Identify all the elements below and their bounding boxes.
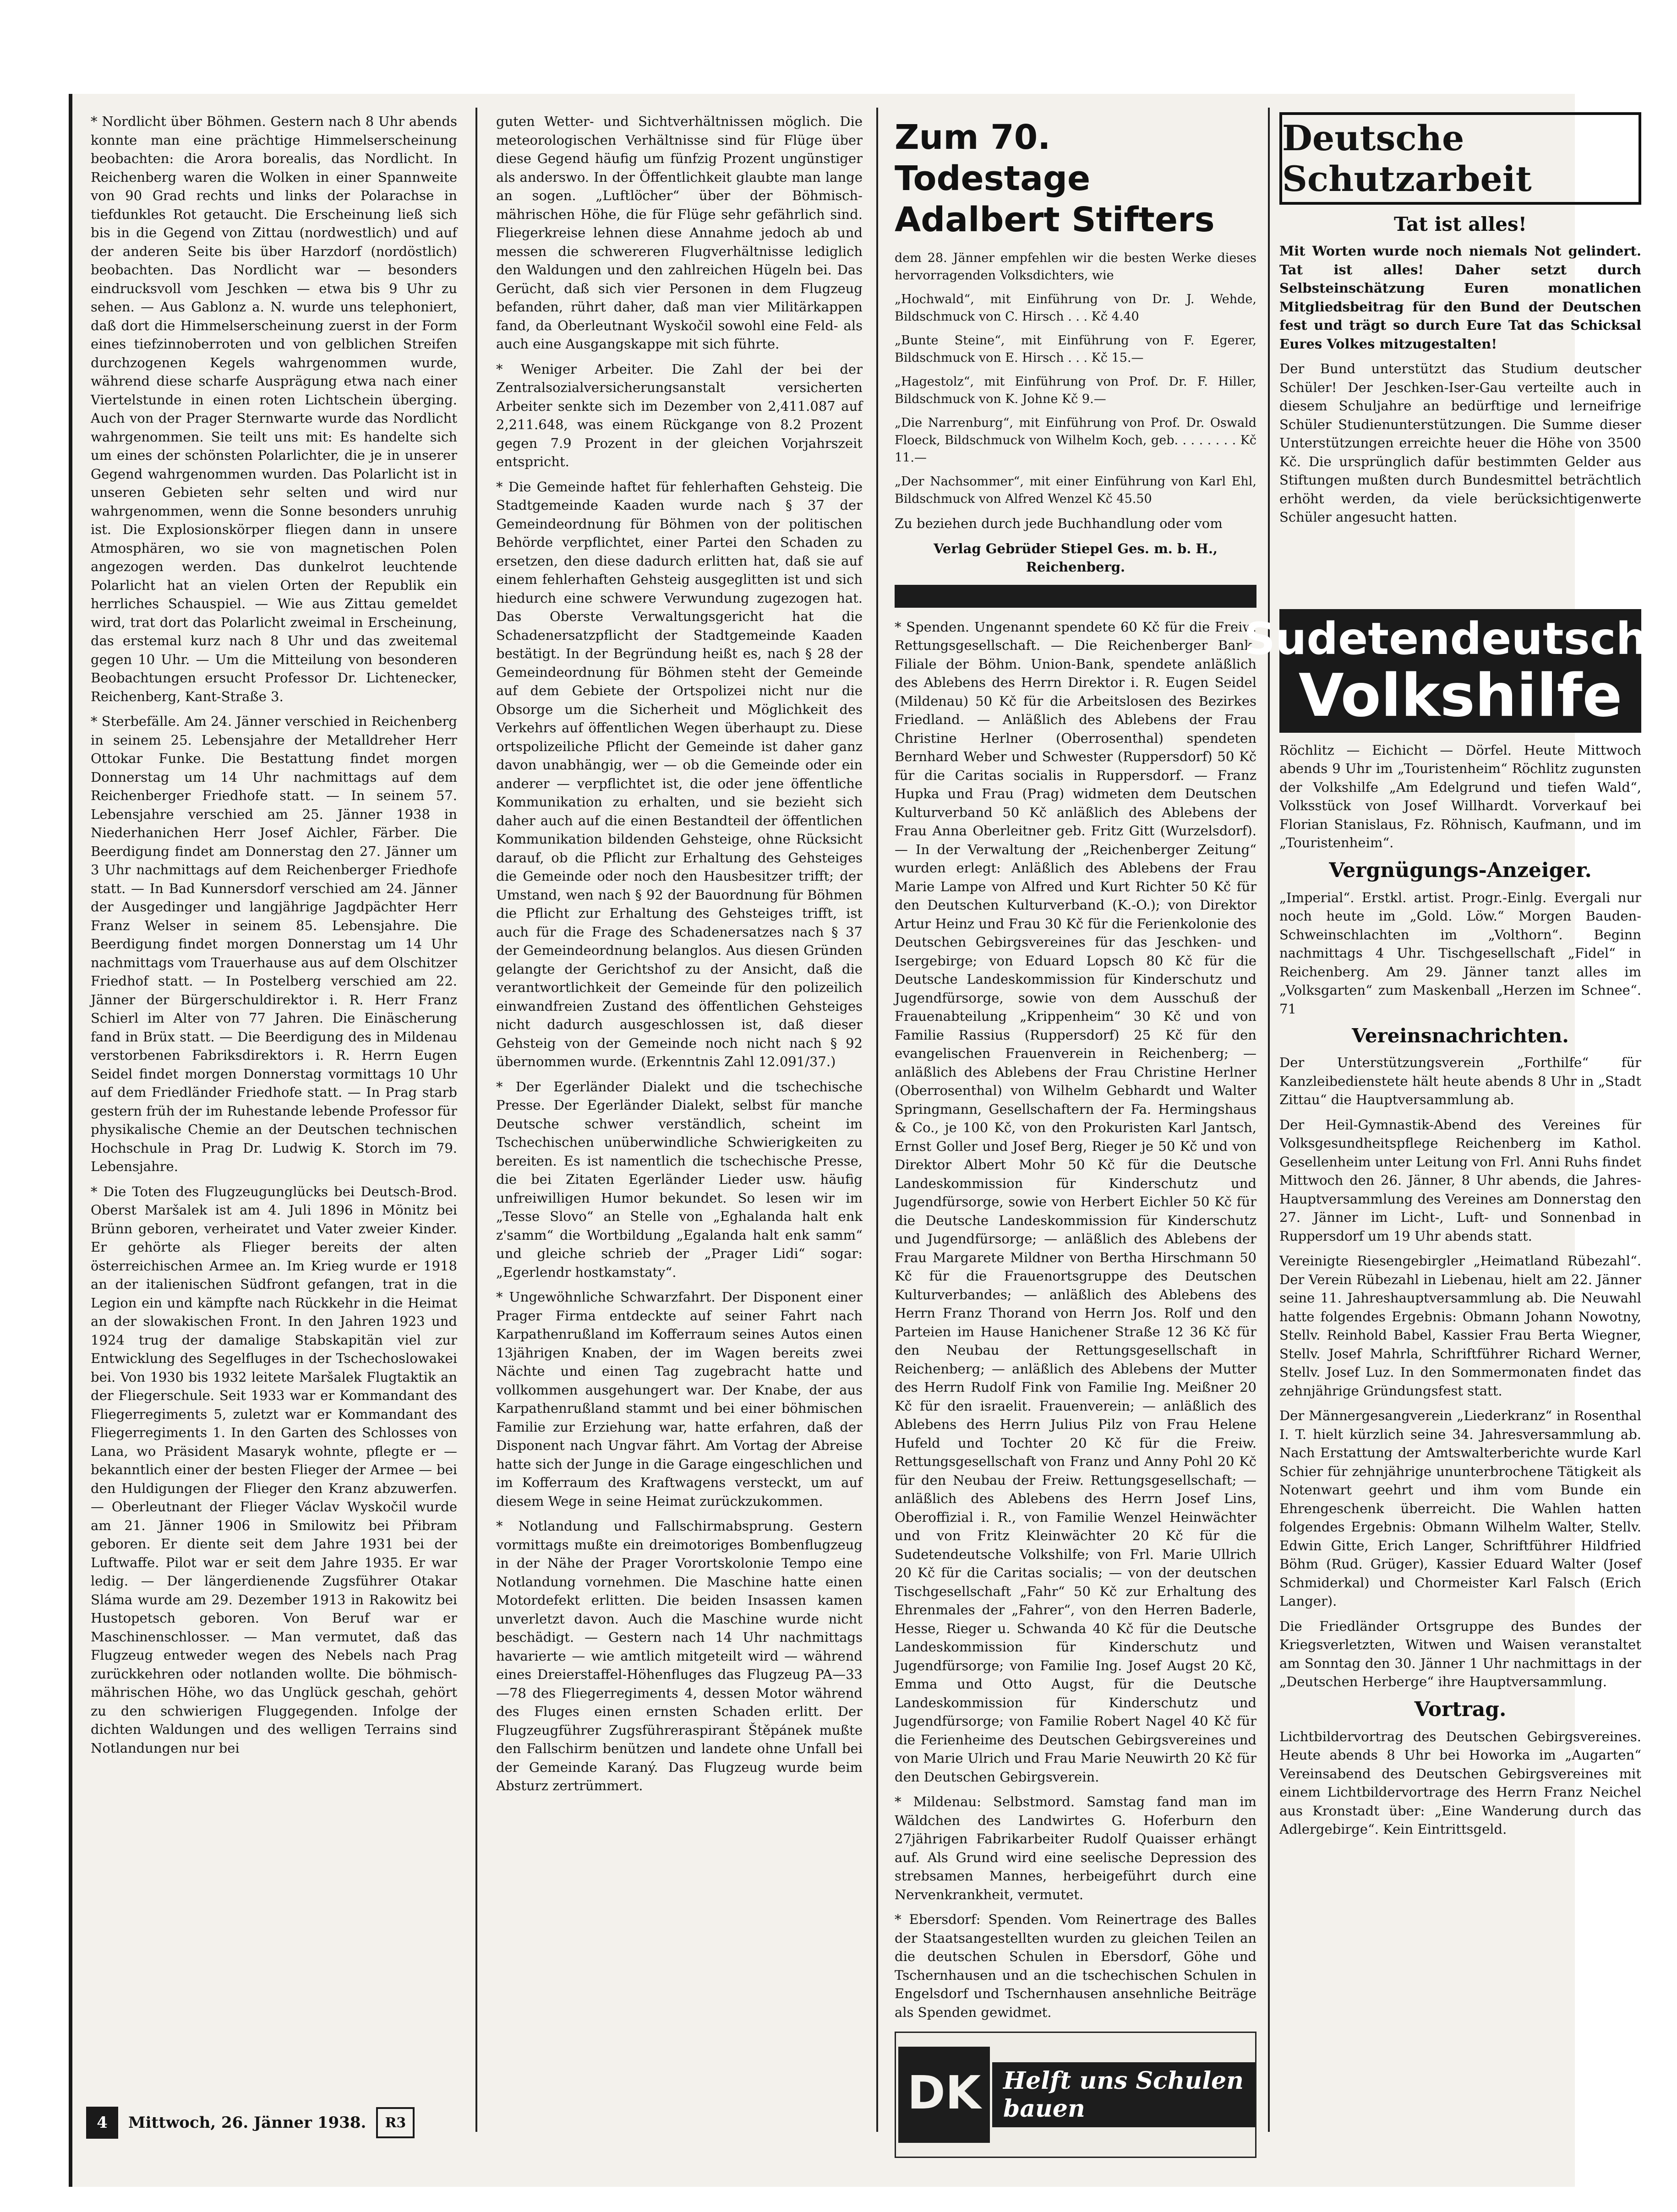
- column-rule-2: [876, 108, 878, 2132]
- book-entry: „Hochwald“, mit Einführung von Dr. J. Wehde, Bildschmuck von C. Hirsch . . . Kč 4.40: [895, 292, 1256, 324]
- stifter-intro: dem 28. Jänner empfehlen wir die besten Werke dieses hervorragenden Volksdichters, wie: [895, 251, 1256, 283]
- page-number: 4: [86, 2107, 118, 2139]
- article-notlandung: * Notlandung und Fallschirmabsprung. Gestern vormittags mußte ein dreimotoriges Bombenflugzeug in der Nähe der Prager Vorortskolonie Tempo eine Notlandung vornehmen. Die Maschine hatte einen Motordefekt erlitten. Die beiden Insassen kamen unverletzt davon. Auch die Maschine wurde nicht beschädigt. — Gestern nach 14 Uhr nachmittags havarierte — wie amtlich mitgeteilt wird — während eines Dreierstaffel-Höhenfluges das Flugzeug PA—33—78 des Fliegerregiments 4, dessen Motor während des Fluges einen ernsten Schaden erlitt. Der Flugzeugführer Zugsführeraspirant Štěpánek mußte den Fallschirm benützen und landete ohne Unfall bei der Gemeinde Karaný. Das Flugzeug wurde beim Absturz zertrümmert.: [496, 1518, 863, 1793]
- vereins-heading: Vereinsnachrichten.: [1352, 1024, 1569, 1047]
- footer-mark: R3: [376, 2107, 415, 2138]
- article-nordlicht: * Nordlicht über Böhmen. Gestern nach 8 Uhr abends konnte man eine prächtige Himmelserscheinung beobachten: die Arora borealis, das Nordlicht. In Reichenberg waren die Wolken in einer Spannweite von 90 Grad rechts und links der Polarachse in tiefdunkles Rot getaucht. Die Erscheinung ließ sich bis in die Gegend von Zittau (nordwestlich) und auf der anderen Seite bis über Harzdorf (nordöstlich) beobachten. Das Nordlicht war — besonders eindrucksvoll vom Jeschken — etwa bis 9 Uhr zu sehen. — Aus Gablonz a. N. wurde uns telephoniert, daß dort die Himmelserscheinung zuerst in der Form eines tiefzinnoberroten und von gelblichen Streifen durchzogenen Kegels wahrgenommen wurde, während diese scharfe Ausprägung etwa nach einer Viertelstunde in einen roten Lichtschein überging. Auch von der Prager Sternwarte wurde das Nordlicht wahrgenommen. Sie teilt uns mit: Es handelte sich um eines der schönsten Polarlichter, die je in unserer Gegend wahrgenommen wurden. Das Polarlicht ist in unseren Gebieten sehr selten und wird nur wahrgenommen, wenn die Sonne besonders unruhig ist. Die Explosionskörper fliegen dann in unsere Atmosphären, wo sie von magnetischen Polen angezogen werden. Das dunkelrot leuchtende Polarlicht hat an vielen Orten der Republik ein herrliches Schauspiel. — Wie aus Zittau gemeldet wird, trat dort das Polarlicht zweimal in Erscheinung, das erstemal kurz nach 8 Uhr und das zweitemal gegen 10 Uhr. — Um die Mitteilung von besonderen Beobachtungen ersucht Professor Dr. Lichtenecker, Reichenberg, Kant-Straße 3.: [91, 114, 457, 704]
- article-schwarzfahrt: * Ungewöhnliche Schwarzfahrt. Der Disponent einer Prager Firma entdeckte auf seiner Fahrt nach Karpathenrußland im Kofferraum seines Autos einen 13jährigen Knaben, der im Wagen bereits zwei Nächte und einen Tag zugebracht hatte und vollkommen ausgehungert war. Der Knabe, der aus Karpathenrußland stammt und bei einer böhmischen Familie zur Erziehung war, hatte erfahren, daß der Disponent nach Ungvar fährt. Am Vortag der Abreise hatte sich der Junge in die Garage eingeschlichen und im Kofferraum des Kraftwagens versteckt, um auf diesem Wege in seine Heimat zurückzukommen.: [496, 1289, 863, 1509]
- tat-heading: Tat ist alles!: [1393, 213, 1527, 235]
- article-sterbefaelle: * Sterbefälle. Am 24. Jänner verschied in Reichenberg in seinem 25. Lebensjahre der Metalldreher Herr Ottokar Funke. Die Bestattung findet morgen Donnerstag um 14 Uhr nachmittags auf dem Reichenberger Friedhofe statt. — In seinem 57. Lebensjahre verschied am 25. Jänner 1938 in Niederhanichen Herr Josef Aichler, Färber. Die Beerdigung findet am Donnerstag den 27. Jänner um 3 Uhr nachmittags auf dem Reichenberger Friedhofe statt. — In Bad Kunnersdorf verschied am 24. Jänner der Ausgedinger und langjährige Jagdpächter Herr Franz Welser in seinem 85. Lebensjahre. Die Beerdigung findet morgen Donnerstag um 14 Uhr nachmittags vom Trauerhause aus auf dem Olschitzer Friedhof statt. — In Postelberg verschied am 22. Jänner der Bürgerschuldirektor i. R. Herr Franz Schierl im Alter von 77 Jahren. Die Einäscherung fand in Brüx statt. — Die Beerdigung des in Mildenau verstorbenen Fabriksdirektors i. R. Herrn Eugen Seidel findet morgen Donnerstag vormittags 10 Uhr auf dem Friedländer Friedhofe statt. — In Prag starb gestern früh der im Ruhestande lebende Professor für physikalische Chemie an der Deutschen technischen Hochschule in Prag Dr. Ludwig K. Storch im 79. Lebensjahre.: [91, 714, 457, 1174]
- page-footer: [86, 2104, 466, 2141]
- schulverein-ad: [895, 2032, 1256, 2158]
- vereins-item: Der Heil-Gymnastik-Abend des Vereines für Volksgesundheitspflege Reichenberg im Kathol. Gesellenheim unter Leitung von Frl. Anni Ruhs findet Mittwoch den 26. Jänner, 8 Uhr abends, die Jahres-Hauptversammlung des Vereines am Donnerstag den 27. Jänner im Licht-, Luft- und Sonnenbad in Ruppersdorf um 19 Uhr abends statt.: [1279, 1117, 1641, 1244]
- volkshilfe-banner: [1243, 609, 1677, 733]
- article-flugzeug-continued: guten Wetter- und Sichtverhältnissen möglich. Die meteorologischen Verhältnisse sind für Flüge über diese Gegend häufig um fünfzig Prozent ungünstiger als anderswo. In der Öffentlichkeit glaubte man lange an sogen. „Luftlöcher“ über der Böhmisch-mährischen Höhe, die für Flüge sehr gefährlich sind. Fliegerkreise lehnen diese Annahme jedoch ab und messen die schwereren Flugverhältnisse lediglich den Waldungen und den zahlreichen Hügeln bei. Das Gerücht, daß sich vier Personen in dem Flugzeug befanden, rührt daher, daß man vier Militärkappen fand, da Oberleutnant Wyskočil sowohl eine Feld- als auch eine Ausgangskappe mit sich führte.: [496, 114, 863, 352]
- black-divider-bar: [895, 585, 1256, 608]
- vortrag-heading: Vortrag.: [1414, 1697, 1507, 1721]
- publisher: Verlag Gebrüder Stiepel Ges. m. b. H., Reichenberg.: [933, 540, 1218, 575]
- vortrag-text: Lichtbildervortrag des Deutschen Gebirgsvereines. Heute abends 8 Uhr bei Howorka im „Augarten“ Vereinsabend des Deutschen Gebirgsvereines mit einem Lichtbildervortrage des Herrn Franz Neichel aus Kronstadt über: „Eine Wanderung durch das Adlergebirge“. Kein Eintrittsgeld.: [1279, 1728, 1641, 1837]
- tat-text: Mit Worten wurde noch niemals Not gelindert. Tat ist alles! Daher setzt durch Selbsteinschätzung Euren monatlichen Mitgliedsbeitrag für den Bund der Deutschen fest und trägt so durch Eure Tat das Schicksal Eures Volkes mitzugestalten!: [1279, 243, 1641, 352]
- book-entry: „Die Narrenburg“, mit Einführung von Prof. Dr. Oswald Floeck, Bildschmuck von Wilhelm Koch, geb. . . . . . . . Kč 11.—: [895, 416, 1256, 465]
- book-entry: „Der Nachsommer“, mit einer Einführung von Karl Ehl, Bildschmuck von Alfred Wenzel Kč 45.50: [895, 474, 1256, 506]
- article-gemeinde-haftet: * Die Gemeinde haftet für fehlerhaften Gehsteig. Die Stadtgemeinde Kaaden wurde nach § 37 der Gemeindeordnung für Böhmen von der politischen Behörde verpflichtet, einer Partei den Schaden zu ersetzen, den diese dadurch erlitten hat, daß sie auf einem fehlerhaften Gehsteig ausgeglitten ist und sich hiedurch eine schwere Verwundung zugezogen hat. Das Oberste Verwaltungsgericht hat die Schadenersatzpflicht der Stadtgemeinde Kaaden bestätigt. In der Begründung heißt es, nach § 28 der Gemeindeordnung für Böhmen steht der Gemeinde auf dem Gebiete der Ortspolizei nicht nur die Obsorge um die Sicherheit und Möglichkeit des Verkehrs auf öffentlichen Wegen überhaupt zu. Diese ortspolizeiliche Pflicht der Gemeinde ist daher ganz davon unabhängig, wer — ob die Gemeinde oder ein anderer — verpflichtet ist, die oder jene öffentliche Kommunikation zu erhalten, und sie bezieht sich daher auch auf die einen Bestandteil der öffentlichen Kommunikation bildenden Gehsteige, ohne Rücksicht darauf, ob die Pflicht zur Erhaltung des Gehsteiges die Gemeinde oder noch den Hausbesitzer trifft; der Umstand, wen nach § 92 der Bauordnung für Böhmen die Pflicht zur Erhaltung des Gehsteiges trifft, ist auch für die Frage des Schadenersatzes nach § 37 der Gemeindeordnung belanglos. Aus diesen Gründen gelangte der Gerichtshof zu der Ansicht, daß die verantwortlichkeit der Gemeinde für den polizeilich einwandfreien Zustand des öffentlichen Gehsteiges nicht dadurch ausgeschlossen ist, daß dieser Gehsteig von der Gemeinde noch nicht nach § 92 übernommen wurde. (Erkenntnis Zahl 12.091/37.): [496, 479, 863, 1069]
- article-flugzeugunglueck: * Die Toten des Flugzeugunglücks bei Deutsch-Brod. Oberst Maršalek ist am 4. Juli 1896 in Mönitz bei Brünn geboren, verheiratet und Vater zweier Kinder. Er gehörte als Flieger bereits der alten österreichischen Armee an. Im Krieg wurde er 1918 an der italienischen Südfront gefangen, trat in die Legion ein und kämpfte nach Rückkehr in die Heimat an der slowakischen Front. In den Jahren 1923 und 1924 trug der damalige Stabskapitän viel zur Entwicklung des Segelfluges in der Tschechoslowakei bei. Von 1930 bis 1932 leitete Maršalek Flugtaktik an der Fliegerschule. Seit 1933 war er Kommandant des Fliegerregiments 5, zuletzt war er Kommandant des Fliegerregiments 1. In den Garten des Schlosses von Lana, wo Präsident Masaryk wohnte, pflegte er — bekanntlich einer der besten Flieger der Armee — bei den Huldigungen der Flieger den Kranz abzuwerfen. — Oberleutnant der Flieger Václav Wyskočil wurde am 21. Jänner 1906 in Smilowitz bei Přibram geboren. Er diente seit dem Jahre 1931 bei der Luftwaffe. Pilot war er seit dem Jahre 1935. Er war ledig. — Der längerdienende Zugsführer Otakar Sláma wurde am 29. Dezember 1913 in Rakowitz bei Hustopetsch geboren. Von Beruf war er Maschinenschlosser. — Man vermutet, daß das Flugzeug entweder wegen des Nebels nach Prag zurückkehren oder notlanden wollte. Die böhmisch-mährischen Höhe, wo das Unglück geschah, gehört zu den schwierigen Fluggegenden. Infolge der dichten Waldungen und des welligen Terrains sind Notlandungen nur bei: [91, 1183, 457, 1756]
- article-egerlaender-dialekt: * Der Egerländer Dialekt und die tschechische Presse. Der Egerländer Dialekt, selbst für manche Deutsche schwer verständlich, scheint im Tschechischen unüberwindliche Schwierigkeiten zu bereiten. Es ist namentlich die tschechische Presse, die bei Zitaten Egerländer Lieder usw. häufig unfreiwilligen Humor bekundet. So lesen wir im „Tesse Slovo“ an Stelle von „Eghalanda halt enk z'samm“ die Wortbildung „Egalanda halt enk samm“ und gleiche schrieb der „Prager Lidi“ sogar: „Egerlendr hostkamstaty“.: [496, 1079, 863, 1280]
- article-mildenau: * Mildenau: Selbstmord. Samstag fand man im Wäldchen des Landwirtes G. Hoferburn den 27jährigen Fabrikarbeiter Rudolf Quaisser erhängt auf. Als Grund wird eine seelische Depression des strebsamen Mannes, herbeigeführt durch eine Nervenkrankheit, vermutet.: [895, 1794, 1256, 1902]
- column-1-local-news: [91, 112, 457, 2077]
- volkshilfe-line-1: Sudetendeutsche: [1243, 613, 1677, 665]
- vergnuegungs-text: „Imperial“. Erstkl. artist. Progr.-Einlg. Evergali nur noch heute im „Gold. Löw.“ Morgen Bauden-Schweinschlachten im „Volthorn“. Beginn nachmittags 4 Uhr. Tischgesellschaft „Fidel“ in Reichenberg. Am 29. Jänner tanzt alles im „Volksgarten“ zum Maskenball „Herzen im Schnee“. 71: [1279, 889, 1641, 1017]
- vergnuegungs-heading: Vergnügungs-Anzeiger.: [1329, 858, 1592, 882]
- vereins-item: Die Friedländer Ortsgruppe des Bundes der Kriegsverletzten, Witwen und Waisen veranstaltet am Sonntag den 30. Jänner 1 Uhr nachmittags in der „Deutschen Herberge“ ihre Hauptversammlung.: [1279, 1618, 1641, 1689]
- article-weniger-arbeiter: * Weniger Arbeiter. Die Zahl der bei der Zentralsozialversicherungsanstalt versicherten Arbeiter senkte sich im Dezember von 2,411.087 auf 2,211.648, was einem Rückgange von 8.2 Prozent gegen 7.9 Prozent in der gleichen Vorjahrszeit entspricht.: [496, 361, 863, 469]
- column-2-local-news: [496, 112, 863, 2100]
- book-entry: „Hagestolz“, mit Einführung von Prof. Dr. F. Hiller, Bildschmuck von K. Johne Kč 9.—: [895, 375, 1256, 406]
- ad-slogan: Helft uns Schulen bauen: [992, 2062, 1255, 2127]
- column-rule-3: [1268, 108, 1270, 2132]
- book-entry: „Bunte Steine“, mit Einführung von F. Egerer, Bildschmuck von E. Hirsch . . . Kč 15.—: [895, 333, 1256, 365]
- article-ebersdorf: * Ebersdorf: Spenden. Vom Reinertrage des Balles der Staatsangestellten wurden zu gleichen Teilen an die deutschen Schulen in Ebersdorf, Göhe und Tschernhausen und an die tschechischen Schulen in Engelsdorf und Tschernhausen ansehnliche Beiträge als Spenden gewidmet.: [895, 1912, 1256, 2020]
- vereins-item: Der Männergesangverein „Liederkranz“ in Rosenthal I. T. hielt kürzlich seine 34. Jahresversammlung ab. Nach Erstattung der Amtswalterberichte wurde Karl Schier für zehnjährige ununterbrochene Tätigkeit als Notenwart geehrt und ihm vom Bunde ein Ehrengeschenk überreicht. Die Wahlen hatten folgendes Ergebnis: Obmann Wilhelm Walter, Stellv. Edwin Gitte, Erich Langer, Schriftführer Hildfried Böhm (Rud. Grüger), Kassier Eduard Walter (Josef Schmiderkal) und Chormeister Karl Falsch (Erich Langer).: [1279, 1408, 1641, 1609]
- volkshilfe-text: Röchlitz — Eichicht — Dörfel. Heute Mittwoch abends 9 Uhr im „Touristenheim“ Röchlitz zugunsten der Volkshilfe „Am Edelgrund und tiefen Wald“, Volksstück von Josef Willhardt. Vorverkauf bei Florian Stanislaus, Fz. Röhnisch, Kaufmann, und im „Touristenheim“.: [1279, 742, 1641, 850]
- volkshilfe-line-2: Volkshilfe: [1298, 661, 1622, 730]
- footer-date: Mittwoch, 26. Jänner 1938.: [128, 2114, 366, 2132]
- schutzarbeit-title: Deutsche Schutzarbeit: [1282, 118, 1532, 199]
- school-logo-icon: [896, 2044, 992, 2145]
- ad-logo-text: DK: [907, 2066, 981, 2119]
- order-note: Zu beziehen durch jede Buchhandlung oder vom: [895, 516, 1223, 531]
- vereins-item: Der Unterstützungsverein „Forthilfe“ für Kanzleibedienstete hält heute abends 8 Uhr in „Stadt Zittau“ die Hauptversammlung ab.: [1279, 1055, 1641, 1107]
- column-4: [1243, 112, 1677, 2118]
- newspaper-page: [69, 94, 1677, 2187]
- vereins-item: Vereinigte Riesengebirgler „Heimatland Rübezahl“. Der Verein Rübezahl in Liebenau, hielt am 22. Jänner seine 11. Jahreshauptversammlung ab. Die Neuwahl hatte folgendes Ergebnis: Obmann Johann Nowotny, Stellv. Reinhold Babel, Kassier Frau Berta Wiegner, Stellv. Josef Mahrla, Schriftführer Richard Werner, Stellv. Josef Luz. In den Sommermonaten findet das zehnjährige Gründungsfest statt.: [1279, 1253, 1641, 1399]
- column-3: [895, 112, 1256, 2123]
- stifter-ad-title: Zum 70. Todestage Adalbert Stifters: [895, 118, 1215, 240]
- column-rule-1: [475, 108, 477, 2132]
- schutzarbeit-box: [1279, 112, 1641, 205]
- bund-text: Der Bund unterstützt das Studium deutscher Schüler! Der Jeschken-Iser-Gau verteilte auch in diesem Schuljahre an bedürftige und lerneifrige Schüler Studienunterstützungen. Die Summe dieser Unterstützungen erreichte heuer die Höhe von 3500 Kč. Die ursprünglich dafür bestimmten Gelder aus Stiftungen mußten durch Bundesmittel beträchtlich erhöht werden, da viele berücksichtigenwerte Schüler angesucht hatten.: [1279, 361, 1641, 525]
- article-spenden: * Spenden. Ungenannt spendete 60 Kč für die Freiw. Rettungsgesellschaft. — Die Reichenberger Bank, Filiale der Böhm. Union-Bank, spendete anläßlich des Ablebens des Herrn Direktor i. R. Eugen Seidel (Mildenau) 50 Kč für die Arbeitslosen des Bezirkes Friedland. — Anläßlich des Ablebens der Frau Christine Herlner (Oberrosenthal) spendeten Bernhard Weber und Schwester (Ruppersdorf) 50 Kč für die Caritas socialis in Ruppersdorf. — Franz Hupka und Frau (Prag) widmeten dem Deutschen Kulturverband 50 Kč anläßlich des Ablebens der Frau Anna Oberleitner geb. Fritz Gitt (Wurzelsdorf). — In der Verwaltung der „Reichenberger Zeitung“ wurden erlegt: Anläßlich des Ablebens der Frau Marie Lampe von Alfred und Kurt Richter 50 Kč für den Deutschen Kulturverband (K.-O.); von Direktor Artur Heinz und Frau 30 Kč für die Ferienkolonie des Deutschen Gebirgsvereines für das Jeschken- und Isergebirge; von Eduard Lopsch 80 Kč für die Deutsche Landeskommission für Kinderschutz und Jugendfürsorge, sowie von dem Ausschuß der Frauenabteilung „Krippenheim“ 30 Kč und von Familie Rassius (Ruppersdorf) 25 Kč für den evangelischen Frauenverein in Reichenberg; — anläßlich des Ablebens der Frau Christine Herlner (Oberrosenthal) von Wilhelm Gebhardt und Walter Springmann, Gesellschaftern der Fa. Hermingshaus & Co., je 100 Kč, von den Prokuristen Karl Jantsch, Ernst Goller und Josef Berg, Rieger je 50 Kč und von Direktor Albert Mohr 50 Kč für die Deutsche Landeskommission für Kinderschutz und Jugendfürsorge, sowie von Herbert Eichler 50 Kč für die Deutsche Landeskommission für Kinderschutz und Jugendfürsorge; — anläßlich des Ablebens der Frau Margarete Mildner von Bertha Hirschmann 50 Kč für die Frauenortsgruppe des Deutschen Kulturverbandes; — anläßlich des Ablebens des Herrn Franz Thorand von Herrn Jos. Rolf und den Parteien im Hause Hanichener Straße 12 36 Kč für den Neubau der Rettungsgesellschaft in Reichenberg; — anläßlich des Ablebens der Mutter des Herrn Rudolf Fink von Familie Ing. Meißner 20 Kč für den israelit. Frauenverein; — anläßlich des Ablebens des Herrn Julius Pilz von Frau Helene Hufeld und Tochter 20 Kč für die Freiw. Rettungsgesellschaft von Franz und Anny Pohl 20 Kč für den Neubau der Freiw. Rettungsgesellschaft; — anläßlich des Ablebens des Herrn Josef Lins, Oberoffizial i. R., von Familie Wenzel Heinwächter und von Fritz Kleinwächter 20 Kč für die Sudetendeutsche Volkshilfe; von Frl. Marie Ullrich 20 Kč für die Caritas socialis; — von der deutschen Tischgesellschaft „Fahr“ 50 Kč zur Erhaltung des Ehrenmales der „Fahrer“, von den Herren Baderle, Hesse, Rieger u. Schwanda 40 Kč für die Deutsche Landeskommission für Kinderschutz und Jugendfürsorge; von Familie Ing. Josef Augst 20 Kč, Emma und Otto Augst, für die Deutsche Landeskommission für Kinderschutz und Jugendfürsorge; von Familie Robert Nagel 40 Kč für die Ferienheime des Deutschen Gebirgsvereines und von Marie Ulrich und Frau Marie Neuwirth 20 Kč für den Deutschen Gebirgsverein.: [895, 619, 1256, 1785]
